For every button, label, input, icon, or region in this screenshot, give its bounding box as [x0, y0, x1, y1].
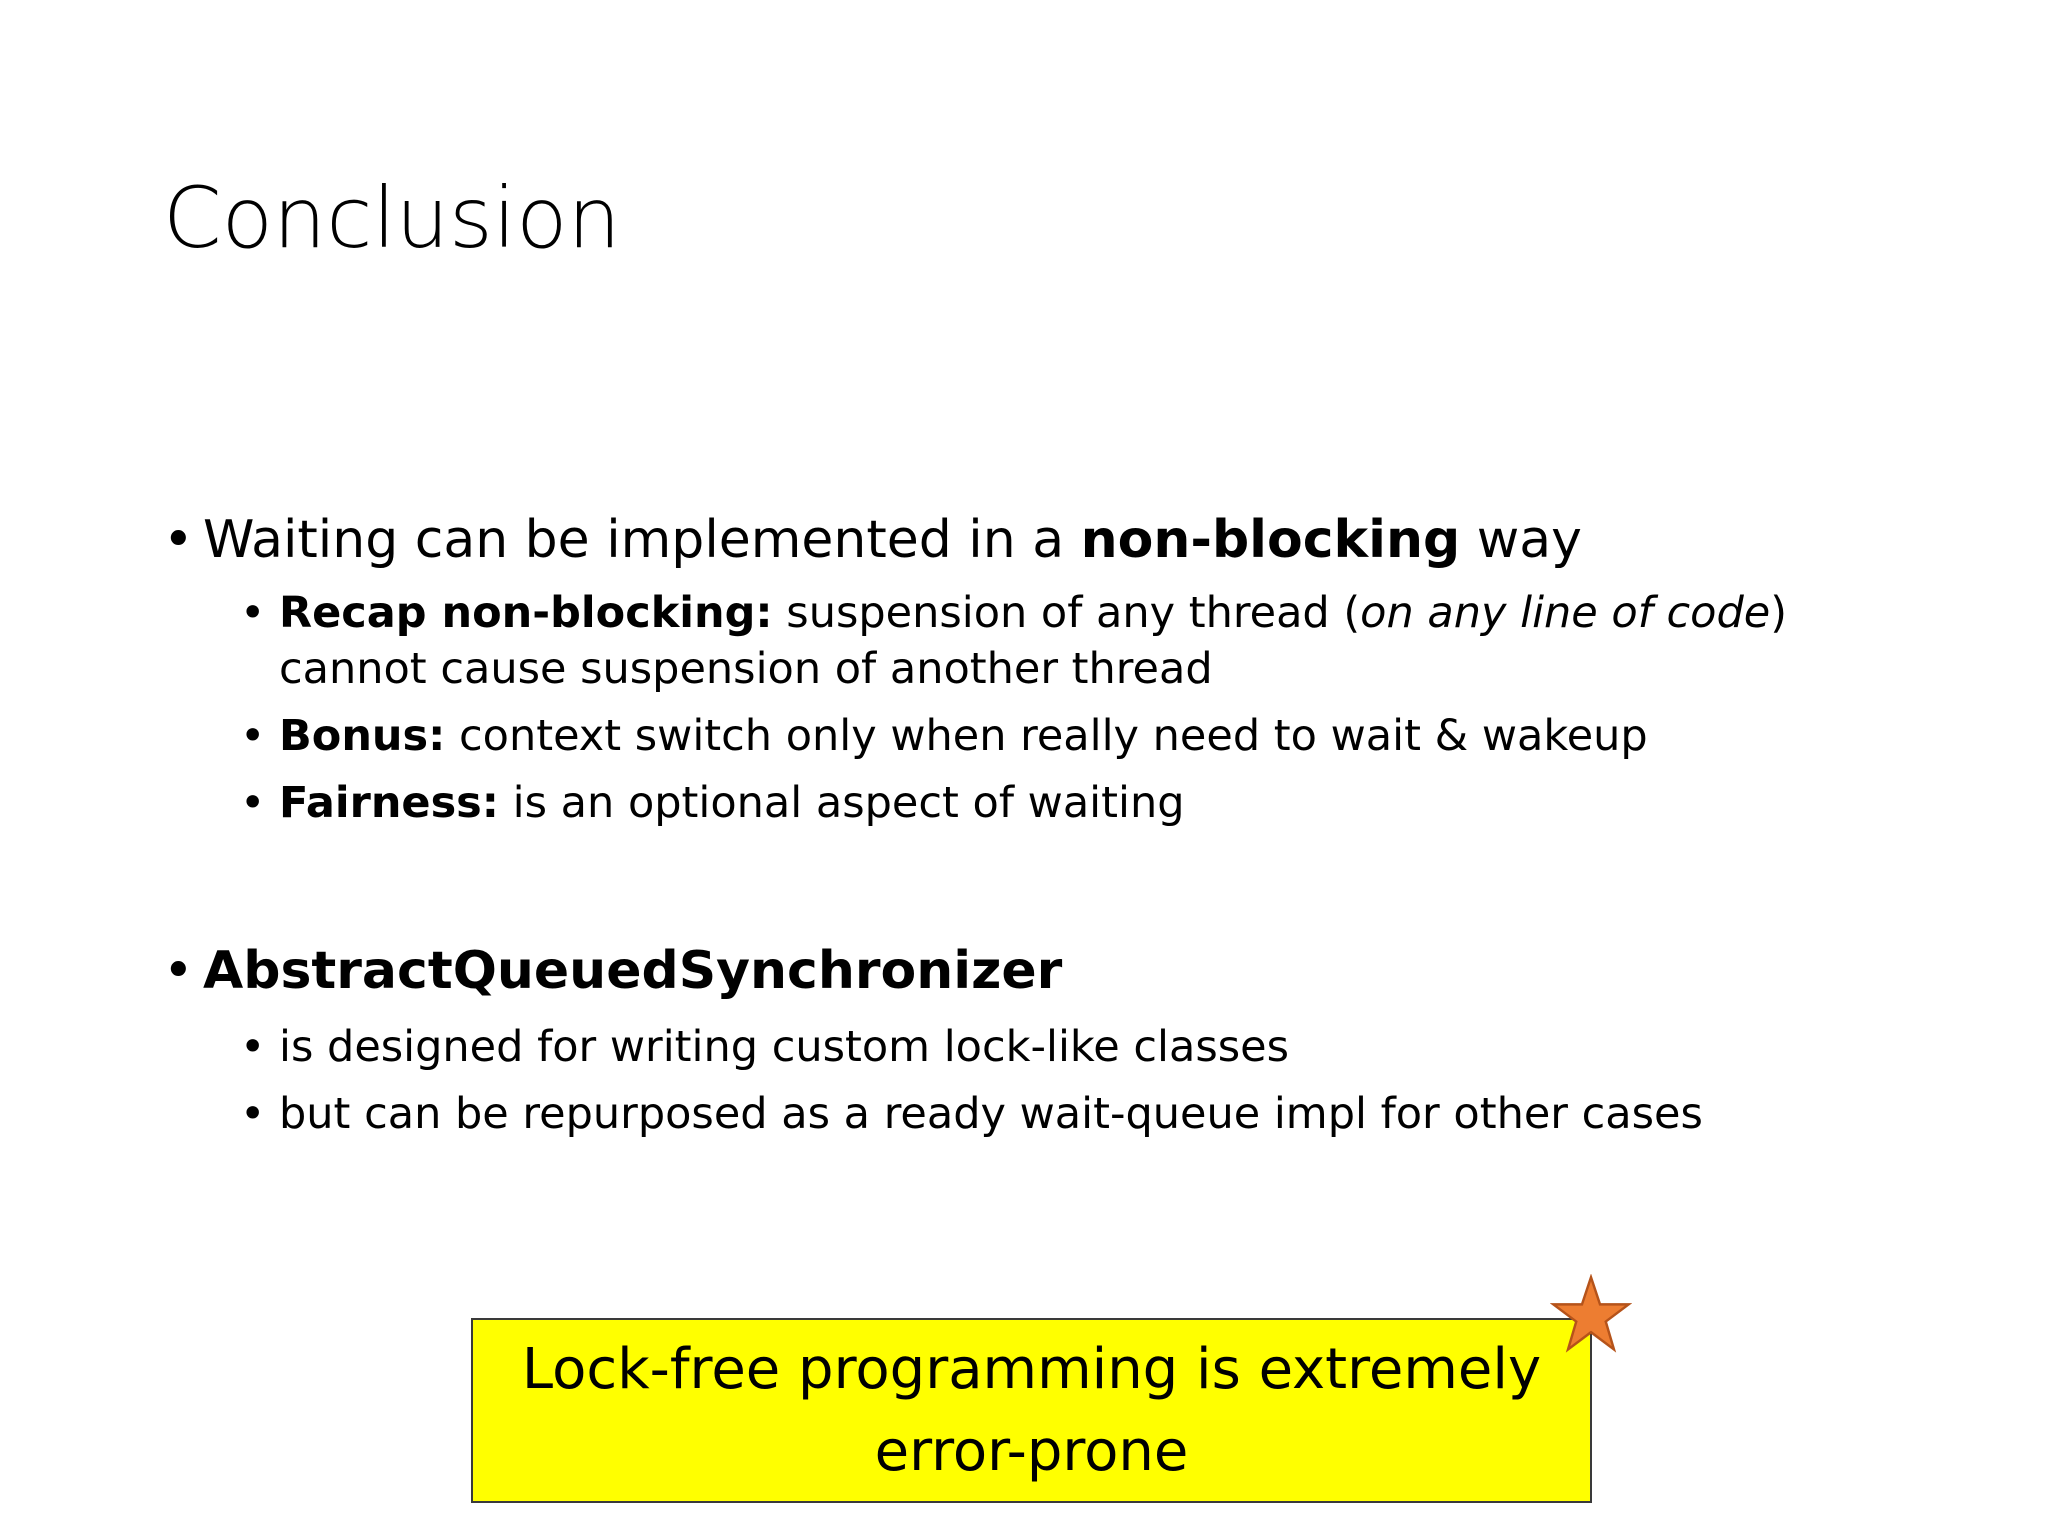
subbullet-plain: is an optional aspect of waiting [498, 778, 1185, 828]
bullet-text-prefix: Waiting can be implemented in a [203, 510, 1081, 570]
subbullet-bold: Recap non-blocking: [279, 588, 773, 638]
bullet-dot: • [163, 941, 194, 1001]
bullet-text-bold: non-blocking [1080, 510, 1461, 570]
subbullet-italic: on any line of code [1360, 588, 1771, 638]
bullet-dot: • [240, 711, 266, 761]
callout-box [471, 1318, 1592, 1503]
subbullet-plain: context switch only when really need to wait & wakeup [445, 711, 1648, 761]
bullet-text-suffix: way [1460, 510, 1582, 570]
bullet-non-blocking [163, 511, 1582, 571]
subbullet-fairness [240, 775, 1880, 831]
bullet-aqs [163, 942, 1062, 1002]
subbullet-bold: Bonus: [279, 711, 446, 761]
subbullet-plain: suspension of any thread ( [772, 588, 1361, 638]
star-icon [1550, 1274, 1632, 1356]
slide-title: Conclusion [163, 169, 621, 267]
bullet-text-bold: AbstractQueuedSynchronizer [203, 941, 1063, 1001]
subbullet-recap [240, 585, 1880, 697]
subbullet-designed [240, 1019, 1880, 1075]
bullet-dot: • [240, 1022, 266, 1072]
subbullet-repurposed [240, 1086, 1880, 1142]
subbullet-tail: ) cannot cause suspension of another thread [279, 588, 1787, 694]
subbullet-text [279, 708, 1880, 764]
subbullet-text [279, 585, 1880, 697]
subbullet-bonus [240, 708, 1880, 764]
callout-text: Lock-free programming is extremely error-prone [521, 1336, 1542, 1484]
bullet-dot: • [240, 1089, 266, 1139]
bullet-dot: • [240, 778, 266, 828]
subbullet-bold: Fairness: [279, 778, 499, 828]
bullet-dot: • [163, 510, 194, 570]
bullet-dot: • [240, 588, 266, 638]
subbullet-text [279, 775, 1880, 831]
subbullet-text: is designed for writing custom lock-like classes [279, 1022, 1290, 1072]
subbullet-text: but can be repurposed as a ready wait-queue impl for other cases [279, 1089, 1703, 1139]
